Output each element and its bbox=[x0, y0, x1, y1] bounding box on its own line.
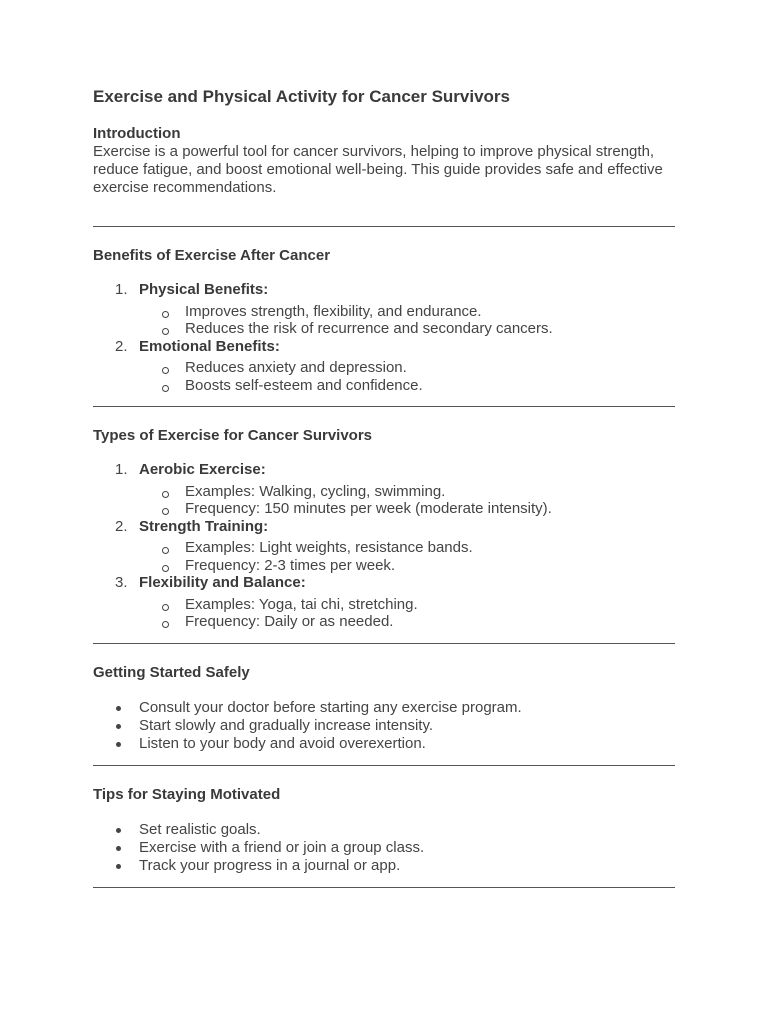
list-item-text: Set realistic goals. bbox=[139, 820, 261, 838]
circle-bullet-icon bbox=[162, 491, 169, 498]
list-item-text: Frequency: 2-3 times per week. bbox=[185, 556, 396, 574]
list-item-text: Reduces the risk of recurrence and secondary cancers. bbox=[185, 320, 553, 337]
list-item-text: Reduces anxiety and depression. bbox=[185, 359, 407, 376]
list-item-text: Examples: Walking, cycling, swimming. bbox=[185, 482, 446, 500]
types-section bbox=[93, 427, 675, 631]
list-item bbox=[93, 839, 675, 857]
list-item bbox=[139, 483, 675, 501]
introduction-heading: Introduction bbox=[93, 125, 181, 142]
circle-bullet-icon bbox=[162, 604, 169, 611]
getting-started-section bbox=[93, 664, 675, 753]
list-item-text: Examples: Yoga, tai chi, stretching. bbox=[185, 595, 418, 613]
list-item bbox=[139, 303, 675, 321]
item-title: Flexibility and Balance: bbox=[139, 574, 306, 591]
benefits-heading: Benefits of Exercise After Cancer bbox=[93, 247, 331, 264]
list-item-text: Frequency: 150 minutes per week (moderate intensity). bbox=[185, 500, 552, 517]
list-item bbox=[93, 338, 675, 395]
list-item-text: Frequency: Daily or as needed. bbox=[185, 613, 394, 630]
list-item bbox=[93, 699, 675, 717]
motivation-heading: Tips for Staying Motivated bbox=[93, 785, 281, 803]
disc-bullet-icon bbox=[116, 724, 121, 729]
introduction-section bbox=[93, 125, 675, 197]
sub-list bbox=[93, 539, 675, 574]
section-divider bbox=[93, 643, 675, 644]
list-item bbox=[139, 500, 675, 518]
circle-bullet-icon bbox=[162, 547, 169, 554]
benefits-section bbox=[93, 247, 675, 394]
disc-bullet-icon bbox=[116, 742, 121, 747]
sub-list bbox=[93, 303, 675, 338]
disc-bullet-icon bbox=[116, 864, 121, 869]
list-item bbox=[139, 539, 675, 557]
circle-bullet-icon bbox=[162, 565, 169, 572]
list-item bbox=[139, 320, 675, 338]
item-title: Aerobic Exercise: bbox=[139, 461, 266, 478]
list-item bbox=[139, 377, 675, 395]
list-item bbox=[93, 857, 675, 875]
circle-bullet-icon bbox=[162, 621, 169, 628]
list-item bbox=[93, 717, 675, 735]
item-title: Physical Benefits: bbox=[139, 281, 269, 298]
list-item-text: Consult your doctor before starting any exercise program. bbox=[139, 698, 522, 716]
section-divider bbox=[93, 887, 675, 888]
list-item bbox=[139, 557, 675, 575]
section-divider bbox=[93, 406, 675, 407]
introduction-body: Exercise is a powerful tool for cancer survivors, helping to improve physical strength, reduce fatigue, and boost emotional well-being. This guide provides safe and effective exercise recommendations. bbox=[93, 143, 663, 196]
motivation-list bbox=[93, 821, 675, 875]
list-item bbox=[93, 518, 675, 575]
disc-bullet-icon bbox=[116, 706, 121, 711]
sub-list bbox=[93, 596, 675, 631]
types-list bbox=[93, 461, 675, 631]
getting-started-list bbox=[93, 699, 675, 753]
section-divider bbox=[93, 226, 675, 227]
list-item-text: Improves strength, flexibility, and endurance. bbox=[185, 302, 482, 320]
types-heading: Types of Exercise for Cancer Survivors bbox=[93, 427, 373, 444]
disc-bullet-icon bbox=[116, 846, 121, 851]
list-item-text: Track your progress in a journal or app. bbox=[139, 856, 401, 874]
list-item bbox=[93, 735, 675, 753]
circle-bullet-icon bbox=[162, 328, 169, 335]
item-number: 3. bbox=[115, 574, 128, 591]
list-item bbox=[139, 359, 675, 377]
sub-list bbox=[93, 359, 675, 394]
list-item bbox=[93, 281, 675, 338]
document-title: Exercise and Physical Activity for Cancer Survivors bbox=[93, 87, 511, 106]
list-item bbox=[139, 613, 675, 631]
list-item-text: Boosts self-esteem and confidence. bbox=[185, 376, 423, 394]
section-divider bbox=[93, 765, 675, 766]
benefits-list bbox=[93, 281, 675, 394]
item-number: 2. bbox=[115, 517, 128, 535]
list-item bbox=[93, 461, 675, 518]
document-page bbox=[93, 86, 675, 888]
item-number: 1. bbox=[115, 281, 128, 298]
item-number: 1. bbox=[115, 461, 128, 478]
item-title: Strength Training: bbox=[139, 517, 269, 535]
circle-bullet-icon bbox=[162, 311, 169, 318]
list-item-text: Start slowly and gradually increase intensity. bbox=[139, 716, 434, 734]
list-item bbox=[139, 596, 675, 614]
disc-bullet-icon bbox=[116, 828, 121, 833]
motivation-section bbox=[93, 786, 675, 875]
list-item-text: Exercise with a friend or join a group class. bbox=[139, 838, 425, 856]
getting-started-heading: Getting Started Safely bbox=[93, 663, 250, 681]
list-item-text: Listen to your body and avoid overexertion. bbox=[139, 734, 426, 752]
list-item-text: Examples: Light weights, resistance bands. bbox=[185, 539, 473, 556]
item-title: Emotional Benefits: bbox=[139, 337, 280, 355]
list-item bbox=[93, 821, 675, 839]
circle-bullet-icon bbox=[162, 508, 169, 515]
circle-bullet-icon bbox=[162, 367, 169, 374]
item-number: 2. bbox=[115, 337, 128, 355]
sub-list bbox=[93, 483, 675, 518]
list-item bbox=[93, 574, 675, 631]
circle-bullet-icon bbox=[162, 385, 169, 392]
